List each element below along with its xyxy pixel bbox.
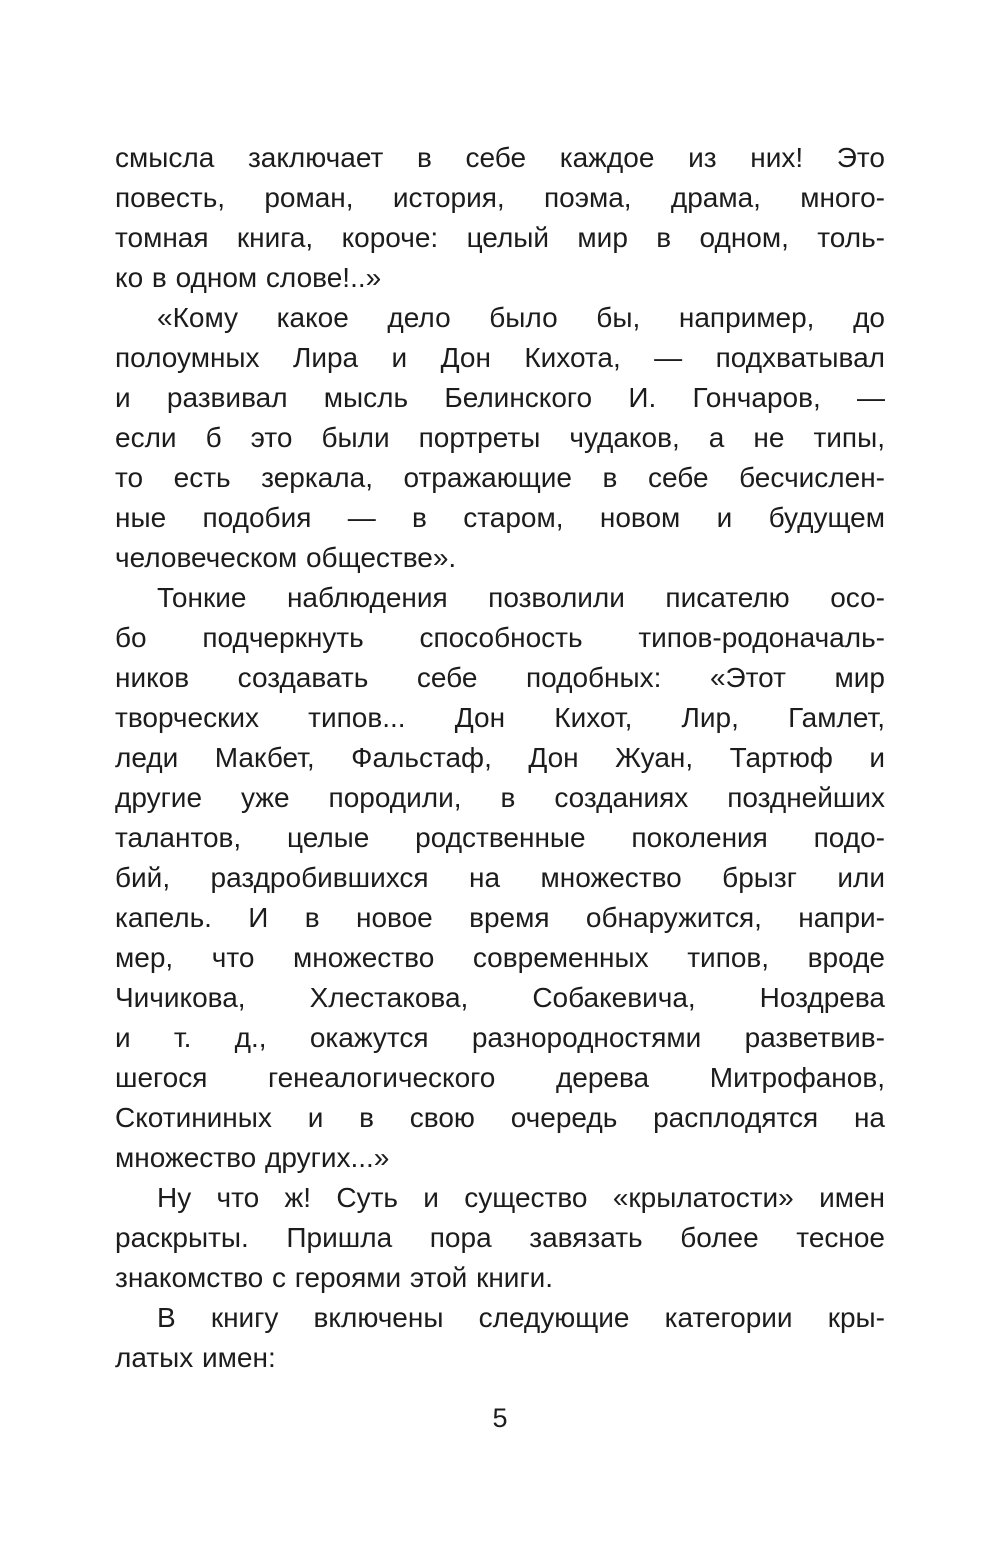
text-line: томная книга, короче: целый мир в одном, толь- [115,222,885,253]
text-line: ко в одном слове!..» [115,262,382,293]
text-line: Тонкие наблюдения позволили писателю осо- [157,582,885,613]
page-number: 5 [492,1403,508,1433]
text-line: талантов, целые родственные поколения подо- [115,822,885,853]
text-line: Ну что ж! Суть и существо «крылатости» имен [157,1182,885,1213]
text-line: повесть, роман, история, поэма, драма, много- [115,182,885,213]
text-line: капель. И в новое время обнаружится, напри- [115,902,885,933]
text-line: полоумных Лира и Дон Кихота, — подхватывал [115,342,885,373]
text-line: «Кому какое дело было бы, например, до [157,302,885,333]
text-line: ников создавать себе подобных: «Этот мир [115,662,885,693]
text-line: и т. д., окажутся разнородностями разветвив- [115,1022,885,1053]
text-line: множество других...» [115,1142,390,1173]
text-block [115,138,885,1378]
text-line: бий, раздробившихся на множество брызг или [115,862,885,893]
text-line: Чичикова, Хлестакова, Собакевича, Ноздрева [115,982,885,1013]
text-line: раскрыты. Пришла пора завязать более тесное [115,1222,885,1253]
text-line: и развивал мысль Белинского И. Гончаров, — [115,382,885,413]
paragraph [115,1178,885,1298]
text-line: ные подобия — в старом, новом и будущем [115,502,885,533]
text-line: мер, что множество современных типов, вроде [115,942,885,973]
paragraph [115,578,885,1178]
text-line: шегося генеалогического дерева Митрофанов, [115,1062,885,1093]
text-line: латых имен: [115,1342,276,1373]
text-line: смысла заключает в себе каждое из них! Это [115,142,885,173]
paragraph [115,138,885,298]
text-line: то есть зеркала, отражающие в себе бесчислен- [115,462,885,493]
paragraph [115,1298,885,1378]
text-line: Скотининых и в свою очередь расплодятся на [115,1102,885,1133]
text-line: другие уже породили, в созданиях позднейших [115,782,885,813]
text-line: если б это были портреты чудаков, а не типы, [115,422,885,453]
text-line: бо подчеркнуть способность типов-родоначаль- [115,622,885,653]
text-line: леди Макбет, Фальстаф, Дон Жуан, Тартюф и [115,742,885,773]
text-line: знакомство с героями этой книги. [115,1262,554,1293]
paragraph [115,298,885,578]
text-line: творческих типов... Дон Кихот, Лир, Гамлет, [115,702,885,733]
text-line: В книгу включены следующие категории кры- [157,1302,885,1333]
text-line: человеческом обществе». [115,542,457,573]
